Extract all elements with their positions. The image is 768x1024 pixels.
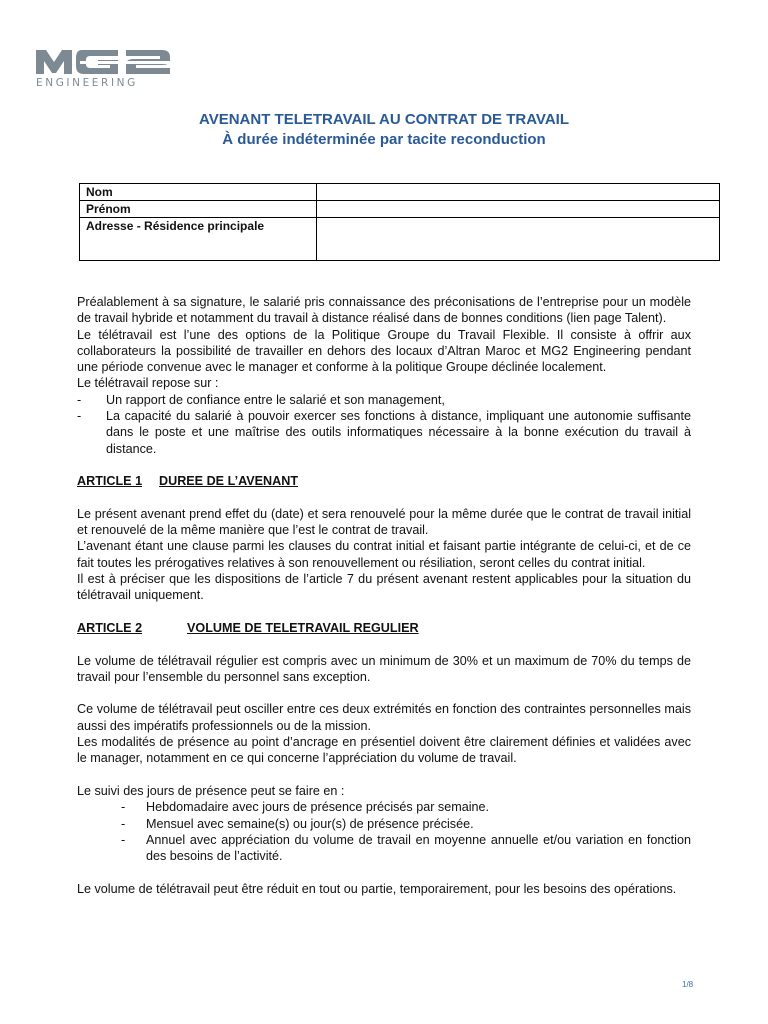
adresse-value[interactable] (317, 218, 720, 261)
title-line-1: AVENANT TELETRAVAIL AU CONTRAT DE TRAVAIL (199, 111, 569, 128)
intro-paragraph-2: Le télétravail est l’une des options de la Politique Groupe du Travail Flexible. Il consiste à offrir aux collaborateurs la possibilité de travailler en dehors des locaux d’Altran Maroc et MG2 Engineering pendant une période convenue avec le manager et conforme à la politique Groupe déclinée localement. (77, 327, 691, 375)
table-row (80, 184, 720, 201)
list-item (77, 408, 691, 457)
adresse-label: Adresse - Résidence principale (80, 218, 317, 261)
bullet-dash: - (77, 392, 82, 407)
mg2-engineering-logo (34, 44, 174, 88)
article-2-paragraph-4: Le suivi des jours de présence peut se faire en : (77, 783, 345, 798)
article-2-paragraph-5: Le volume de télétravail peut être réduit en tout ou partie, temporairement, pour les besoins des opérations. (77, 881, 677, 896)
bullet-text: La capacité du salarié à pouvoir exercer ses fonctions à distance, impliquant une autonomie suffisante dans le poste et une maîtrise des outils informatiques nécessaire à la bonne exécution du travail à distance. (106, 409, 691, 456)
article-2-paragraph-1: Le volume de télétravail régulier est compris avec un minimum de 30% et un maximum de 70% du temps de travail pour l’ensemble du personnel sans exception. (77, 653, 691, 684)
article-1-paragraph-3: Il est à préciser que les dispositions de l’article 7 du présent avenant restent applicables pour la situation du télétravail uniquement. (77, 572, 691, 603)
article-2-paragraph-2: Ce volume de télétravail peut osciller entre ces deux extrémités en fonction des contraintes personnelles mais aussi des impératifs professionnels ou de la mission. (77, 702, 691, 733)
nom-value[interactable] (317, 184, 720, 201)
article-2-number: ARTICLE 2 (77, 620, 143, 635)
employee-info-table (79, 183, 720, 261)
prenom-label: Prénom (80, 201, 317, 218)
intro-paragraph-1: Préalablement à sa signature, le salarié pris connaissance des préconisations de l’entreprise pour un modèle de travail hybride et notamment du travail à distance réalisé dans de bonnes conditions (lien page Talent). (77, 295, 691, 326)
page-number: 1/8 (682, 980, 694, 989)
nom-label: Nom (80, 184, 317, 201)
document-body (77, 294, 691, 897)
bullet-text: Mensuel avec semaine(s) ou jour(s) de présence précisée. (146, 816, 474, 831)
prenom-value[interactable] (317, 201, 720, 218)
article-1-paragraph-2: L’avenant étant une clause parmi les clauses du contrat initial et faisant partie intégrante de celui-ci, et de ce fait toutes les prérogatives relatives à son renouvellement ou résiliation, seront celles du contrat initial. (77, 539, 691, 570)
article-2-heading (77, 620, 691, 636)
article-1-title: DUREE DE L’AVENANT (159, 474, 299, 489)
bullet-text: Hebdomadaire avec jours de présence précisés par semaine. (146, 800, 490, 815)
bullet-dash: - (121, 800, 126, 815)
document-title (0, 110, 768, 150)
article-1-heading (77, 473, 691, 489)
bullet-dash: - (121, 816, 126, 831)
article-1-paragraph-1: Le présent avenant prend effet du (date) et sera renouvelé pour la même durée que le contrat de travail initial et renouvelé de la même manière que l’est le contrat de travail. (77, 506, 691, 538)
table-row (80, 201, 720, 218)
title-line-2: À durée indéterminée par tacite reconduction (222, 131, 546, 148)
bullet-dash: - (77, 409, 82, 424)
logo-subtext: ENGINEERING (36, 77, 138, 88)
table-row (80, 218, 720, 261)
list-item (77, 816, 691, 832)
list-item (77, 799, 691, 815)
list-item (77, 392, 691, 408)
article-1-number: ARTICLE 1 (77, 474, 143, 489)
bullet-text: Un rapport de confiance entre le salarié et son management, (106, 392, 445, 407)
bullet-dash: - (121, 832, 126, 847)
article-2-title: VOLUME DE TELETRAVAIL REGULIER (187, 620, 419, 635)
article-2-paragraph-3: Les modalités de présence au point d’ancrage en présentiel doivent être clairement définies et validées avec le manager, notamment en ce qui concerne l’appréciation du volume de travail. (77, 735, 691, 766)
list-item (77, 832, 691, 865)
intro-paragraph-3: Le télétravail repose sur : (77, 376, 219, 391)
bullet-text: Annuel avec appréciation du volume de travail en moyenne annuelle et/ou variation en fonction des besoins de l’activité. (146, 832, 691, 864)
